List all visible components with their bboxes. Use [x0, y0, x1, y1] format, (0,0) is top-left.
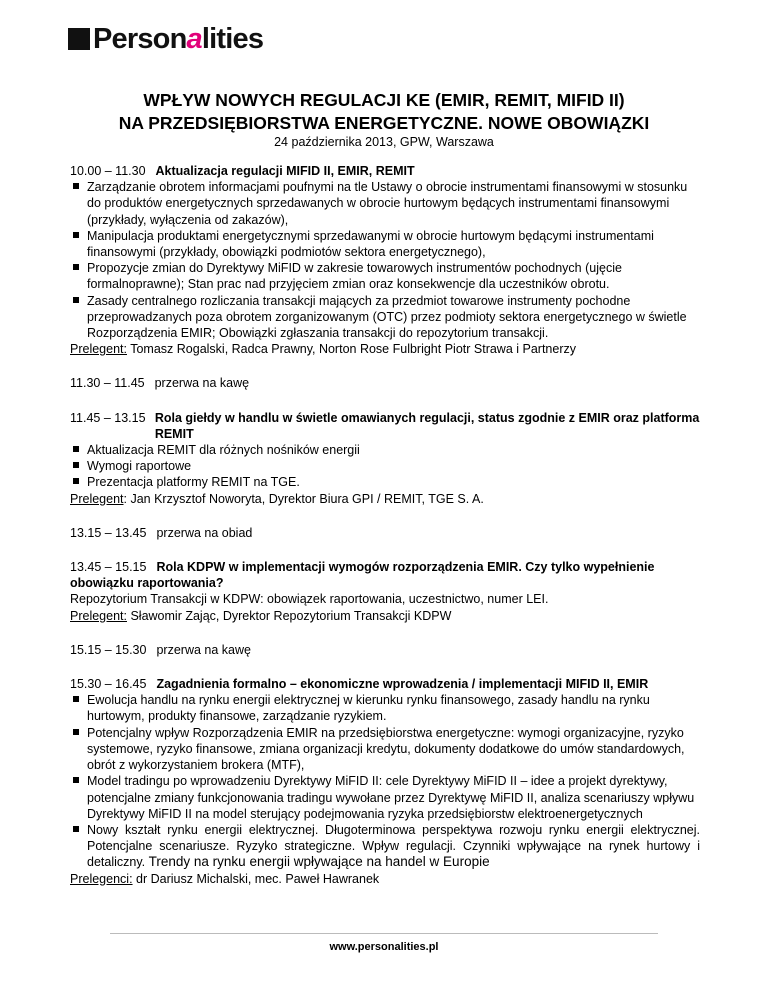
session-title: Rola giełdy w handlu w świetle omawianych regulacji, status zgodnie z EMIR oraz platforma REMIT: [154, 410, 700, 441]
session-3: [70, 559, 700, 624]
square-bullet-icon: [73, 183, 79, 189]
square-bullet-icon: [73, 777, 79, 783]
session-time: 15.30 – 16.45: [70, 677, 147, 692]
session-time: 10.00 – 11.30: [70, 164, 146, 178]
list-item: Potencjalny wpływ Rozporządzenia EMIR na przedsiębiorstwa energetyczne: wymogi organizacyjne, ryzyko systemowe, ryzyko finansowe, zmiana organizacji kredytu, dokumenty dodatkowe do umów standardowych, obrót z wykorzystaniem brokera (MTF),: [70, 725, 700, 774]
agenda: [70, 163, 700, 887]
speaker: Prelegent: Sławomir Zając, Dyrektor Repozytorium Transakcji KDPW: [70, 608, 452, 623]
square-bullet-icon: [73, 232, 79, 238]
list-item: Zasady centralnego rozliczania transakcji mających za przedmiot towarowe instrumenty pochodne przeprowadzanych poza obrotem zorganizowanym (OTC) przez podmioty sektora energetycznego w świetle Rozporządzenia EMIR; Obowiązki zgłaszania transakcji do repozytorium transakcji.: [70, 293, 700, 342]
session-title: Rola KDPW w implementacji wymogów rozporządzenia EMIR. Czy tylko wypełnienie obowiązku raportowania?: [70, 560, 655, 591]
list-item: Propozycje zmian do Dyrektywy MiFID w zakresie towarowych instrumentów pochodnych (ujęcie formalnoprawne); Stan prac nad przyjęciem zmian oraz konsekwencje dla uczestników obrotu.: [70, 260, 700, 292]
break-2: 13.15 – 13.45 przerwa na obiad: [70, 525, 253, 540]
square-bullet-icon: [73, 297, 79, 303]
list-item: Aktualizacja REMIT dla różnych nośników energii: [70, 442, 700, 458]
speaker: Prelegenci: dr Dariusz Michalski, mec. Paweł Hawranek: [70, 871, 380, 886]
break-1: 11.30 – 11.45 przerwa na kawę: [70, 376, 250, 391]
break-3: 15.15 – 15.30 przerwa na kawę: [70, 642, 251, 657]
square-bullet-icon: [73, 478, 79, 484]
square-bullet-icon: [73, 462, 79, 468]
logo-text: Personalities: [93, 23, 264, 55]
session-time: 13.45 – 15.15: [70, 560, 147, 575]
logo: [68, 22, 263, 56]
square-bullet-icon: [73, 826, 79, 832]
list-item: Wymogi raportowe: [70, 458, 700, 474]
list-item: Nowy kształt rynku energii elektrycznej. Długoterminowa perspektywa rozwoju rynku energii elektrycznej. Potencjalne scenariusze. Ryzyko strategiczne. Wpływ regulacji. Czynniki wpływające na rynek hurtowy i detaliczny. Trendy na rynku energii wpływające na handel w Europie: [70, 822, 700, 871]
list-item: Prezentacja platformy REMIT na TGE.: [70, 474, 700, 490]
square-bullet-icon: [73, 729, 79, 735]
logo-square-icon: [68, 28, 90, 50]
session-title: Zagadnienia formalno – ekonomiczne wprowadzenia / implementacji MIFID II, EMIR: [156, 677, 649, 692]
event-date-location: 24 października 2013, GPW, Warszawa: [274, 135, 494, 149]
session-title: Aktualizacja regulacji MIFID II, EMIR, REMIT: [155, 164, 415, 178]
list-item: Ewolucja handlu na rynku energii elektrycznej w kierunku rynku finansowego, zasady handlu na rynku hurtowym, produkty finansowe, zarządzanie ryzykiem.: [70, 692, 700, 724]
footer-divider: [110, 933, 658, 934]
session-time: 11.45 – 13.15: [70, 410, 146, 425]
session-2: [70, 410, 700, 507]
square-bullet-icon: [73, 446, 79, 452]
square-bullet-icon: [73, 696, 79, 702]
list-item: Zarządzanie obrotem informacjami poufnymi na tle Ustawy o obrocie instrumentami finansowymi w stosunku do produktów energetycznych sprzedawanych w obrocie hurtowym będących instrumentami finansowymi (przykłady, wyłączenia od zakazów),: [70, 179, 700, 228]
list-item: Manipulacja produktami energetycznymi sprzedawanymi w obrocie hurtowym będącymi instrumentami finansowymi (przykłady, obowiązki podmiotów sektora energetycznego),: [70, 228, 700, 260]
speaker: Prelegent: Jan Krzysztof Noworyta, Dyrektor Biura GPI / REMIT, TGE S. A.: [70, 491, 484, 506]
square-bullet-icon: [73, 264, 79, 270]
session-1: [70, 163, 700, 357]
footer-url: www.personalities.pl: [329, 941, 439, 953]
list-item: Model tradingu po wprowadzeniu Dyrektywy MiFID II: cele Dyrektywy MiFID II – idee a projekt dyrektywy, potencjalne zmiany funkcjonowania tradingu wywołane przez Dyrektywę MiFID II, analiza scenariuszy wpływu Dyrektywy MiFID II na model sterujący podejmowania ryzyka przedsiębiorstw elektroenergetycznych: [70, 773, 700, 822]
speaker: Prelegent: Tomasz Rogalski, Radca Prawny, Norton Rose Fulbright Piotr Strawa i Partnerzy: [70, 342, 577, 357]
session-4: [70, 676, 700, 887]
page-title: WPŁYW NOWYCH REGULACJI KE (EMIR, REMIT, MIFID II) NA PRZEDSIĘBIORSTWA ENERGETYCZNE. NOWE OBOWIĄZKI: [118, 90, 650, 133]
session-description: Repozytorium Transakcji w KDPW: obowiązek raportowania, uczestnictwo, numer LEI.: [70, 592, 549, 607]
